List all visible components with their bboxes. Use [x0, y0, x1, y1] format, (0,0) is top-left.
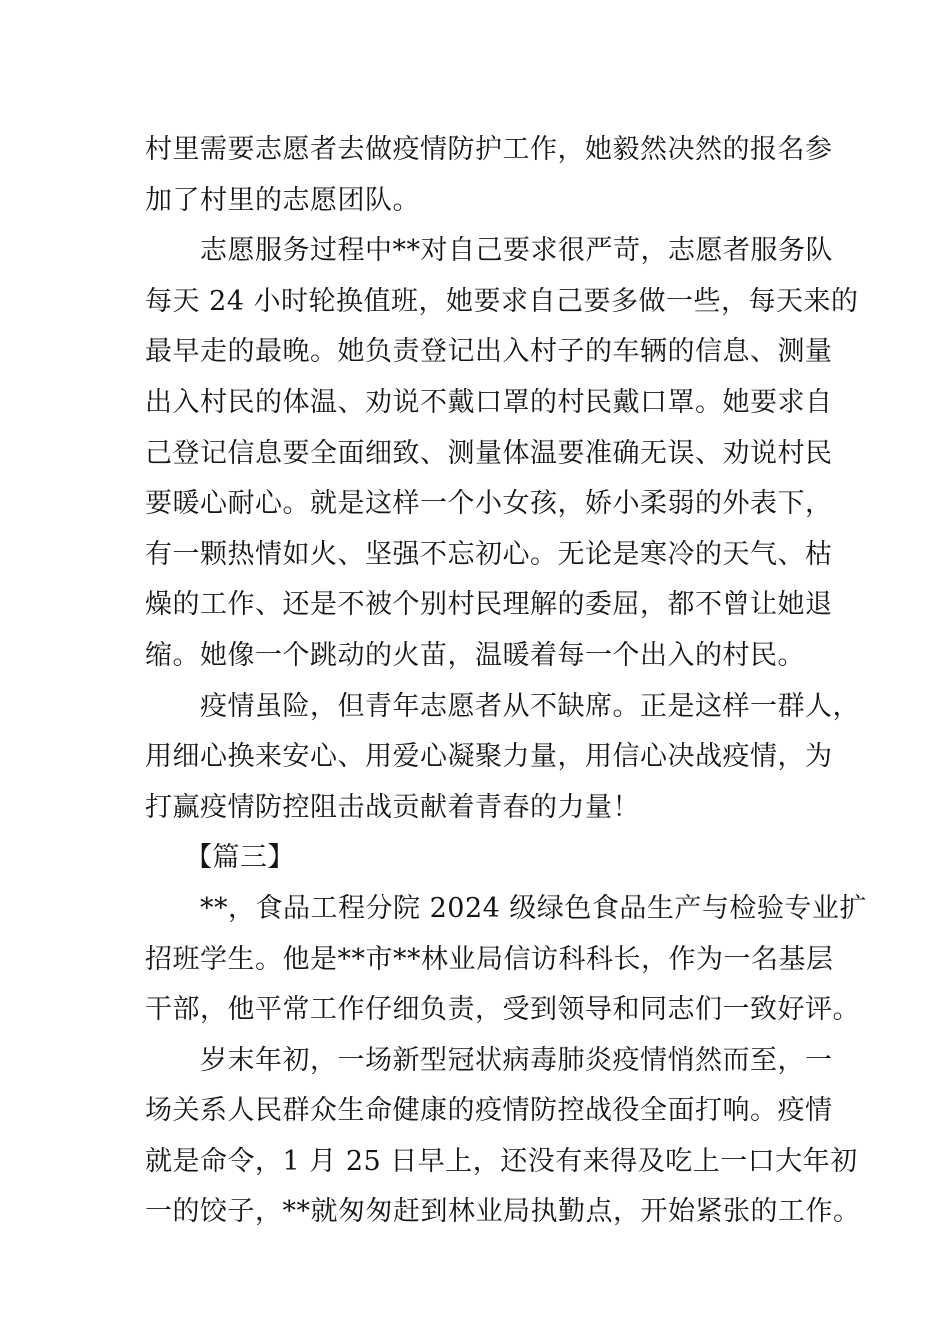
- text-line: 出入村民的体温、劝说不戴口罩的村民戴口罩。她要求自: [145, 386, 833, 418]
- text-line: 己登记信息要全面细致、测量体温要准确无误、劝说村民: [145, 437, 833, 469]
- text-line: 每天 24 小时轮换值班，她要求自己要多做一些，每天来的: [145, 285, 859, 317]
- text-line: 招班学生。他是**市**林业局信访科科长，作为一名基层: [145, 943, 834, 975]
- text-line: 打赢疫情防控阻击战贡献着青春的力量！: [145, 791, 640, 823]
- document-body: [145, 125, 867, 1238]
- text-line: 最早走的最晚。她负责登记出入村子的车辆的信息、测量: [145, 336, 833, 368]
- text-line: 干部，他平常工作仔细负责，受到领导和同志们一致好评。: [145, 994, 860, 1026]
- text-line: 场关系人民群众生命健康的疫情防控战役全面打响。疫情: [145, 1095, 833, 1127]
- text-line: 燥的工作、还是不被个别村民理解的委屈，都不曾让她退: [145, 589, 833, 621]
- paragraph-start-line: 岁末年初，一场新型冠状病毒肺炎疫情悄然而至，一: [200, 1044, 833, 1076]
- text-line: 就是命令，1 月 25 日早上，还没有来得及吃上一口大年初: [145, 1145, 858, 1177]
- text-line: 用细心换来安心、用爱心凝聚力量，用信心决战疫情，为: [145, 741, 833, 773]
- text-line: 村里需要志愿者去做疫情防护工作，她毅然决然的报名参: [145, 134, 833, 165]
- text-line: 缩。她像一个跳动的火苗，温暖着每一个出入的村民。: [145, 639, 805, 671]
- section-heading: 【篇三】: [185, 842, 295, 874]
- paragraph-start-line: **，食品工程分院 2024 级绿色食品生产与检验专业扩: [200, 892, 867, 924]
- paragraph-start-line: 志愿服务过程中**对自己要求很严苛，志愿者服务队: [200, 235, 833, 267]
- text-line: 要暖心耐心。就是这样一个小女孩，娇小柔弱的外表下，: [145, 488, 833, 520]
- text-line: 一的饺子，**就匆匆赶到林业局执勤点，开始紧张的工作。: [145, 1196, 861, 1228]
- text-line: 加了村里的志愿团队。: [145, 184, 420, 216]
- paragraph-start-line: 疫情虽险，但青年志愿者从不缺席。正是这样一群人，: [200, 690, 860, 722]
- text-line: 有一颗热情如火、坚强不忘初心。无论是寒冷的天气、枯: [145, 538, 833, 570]
